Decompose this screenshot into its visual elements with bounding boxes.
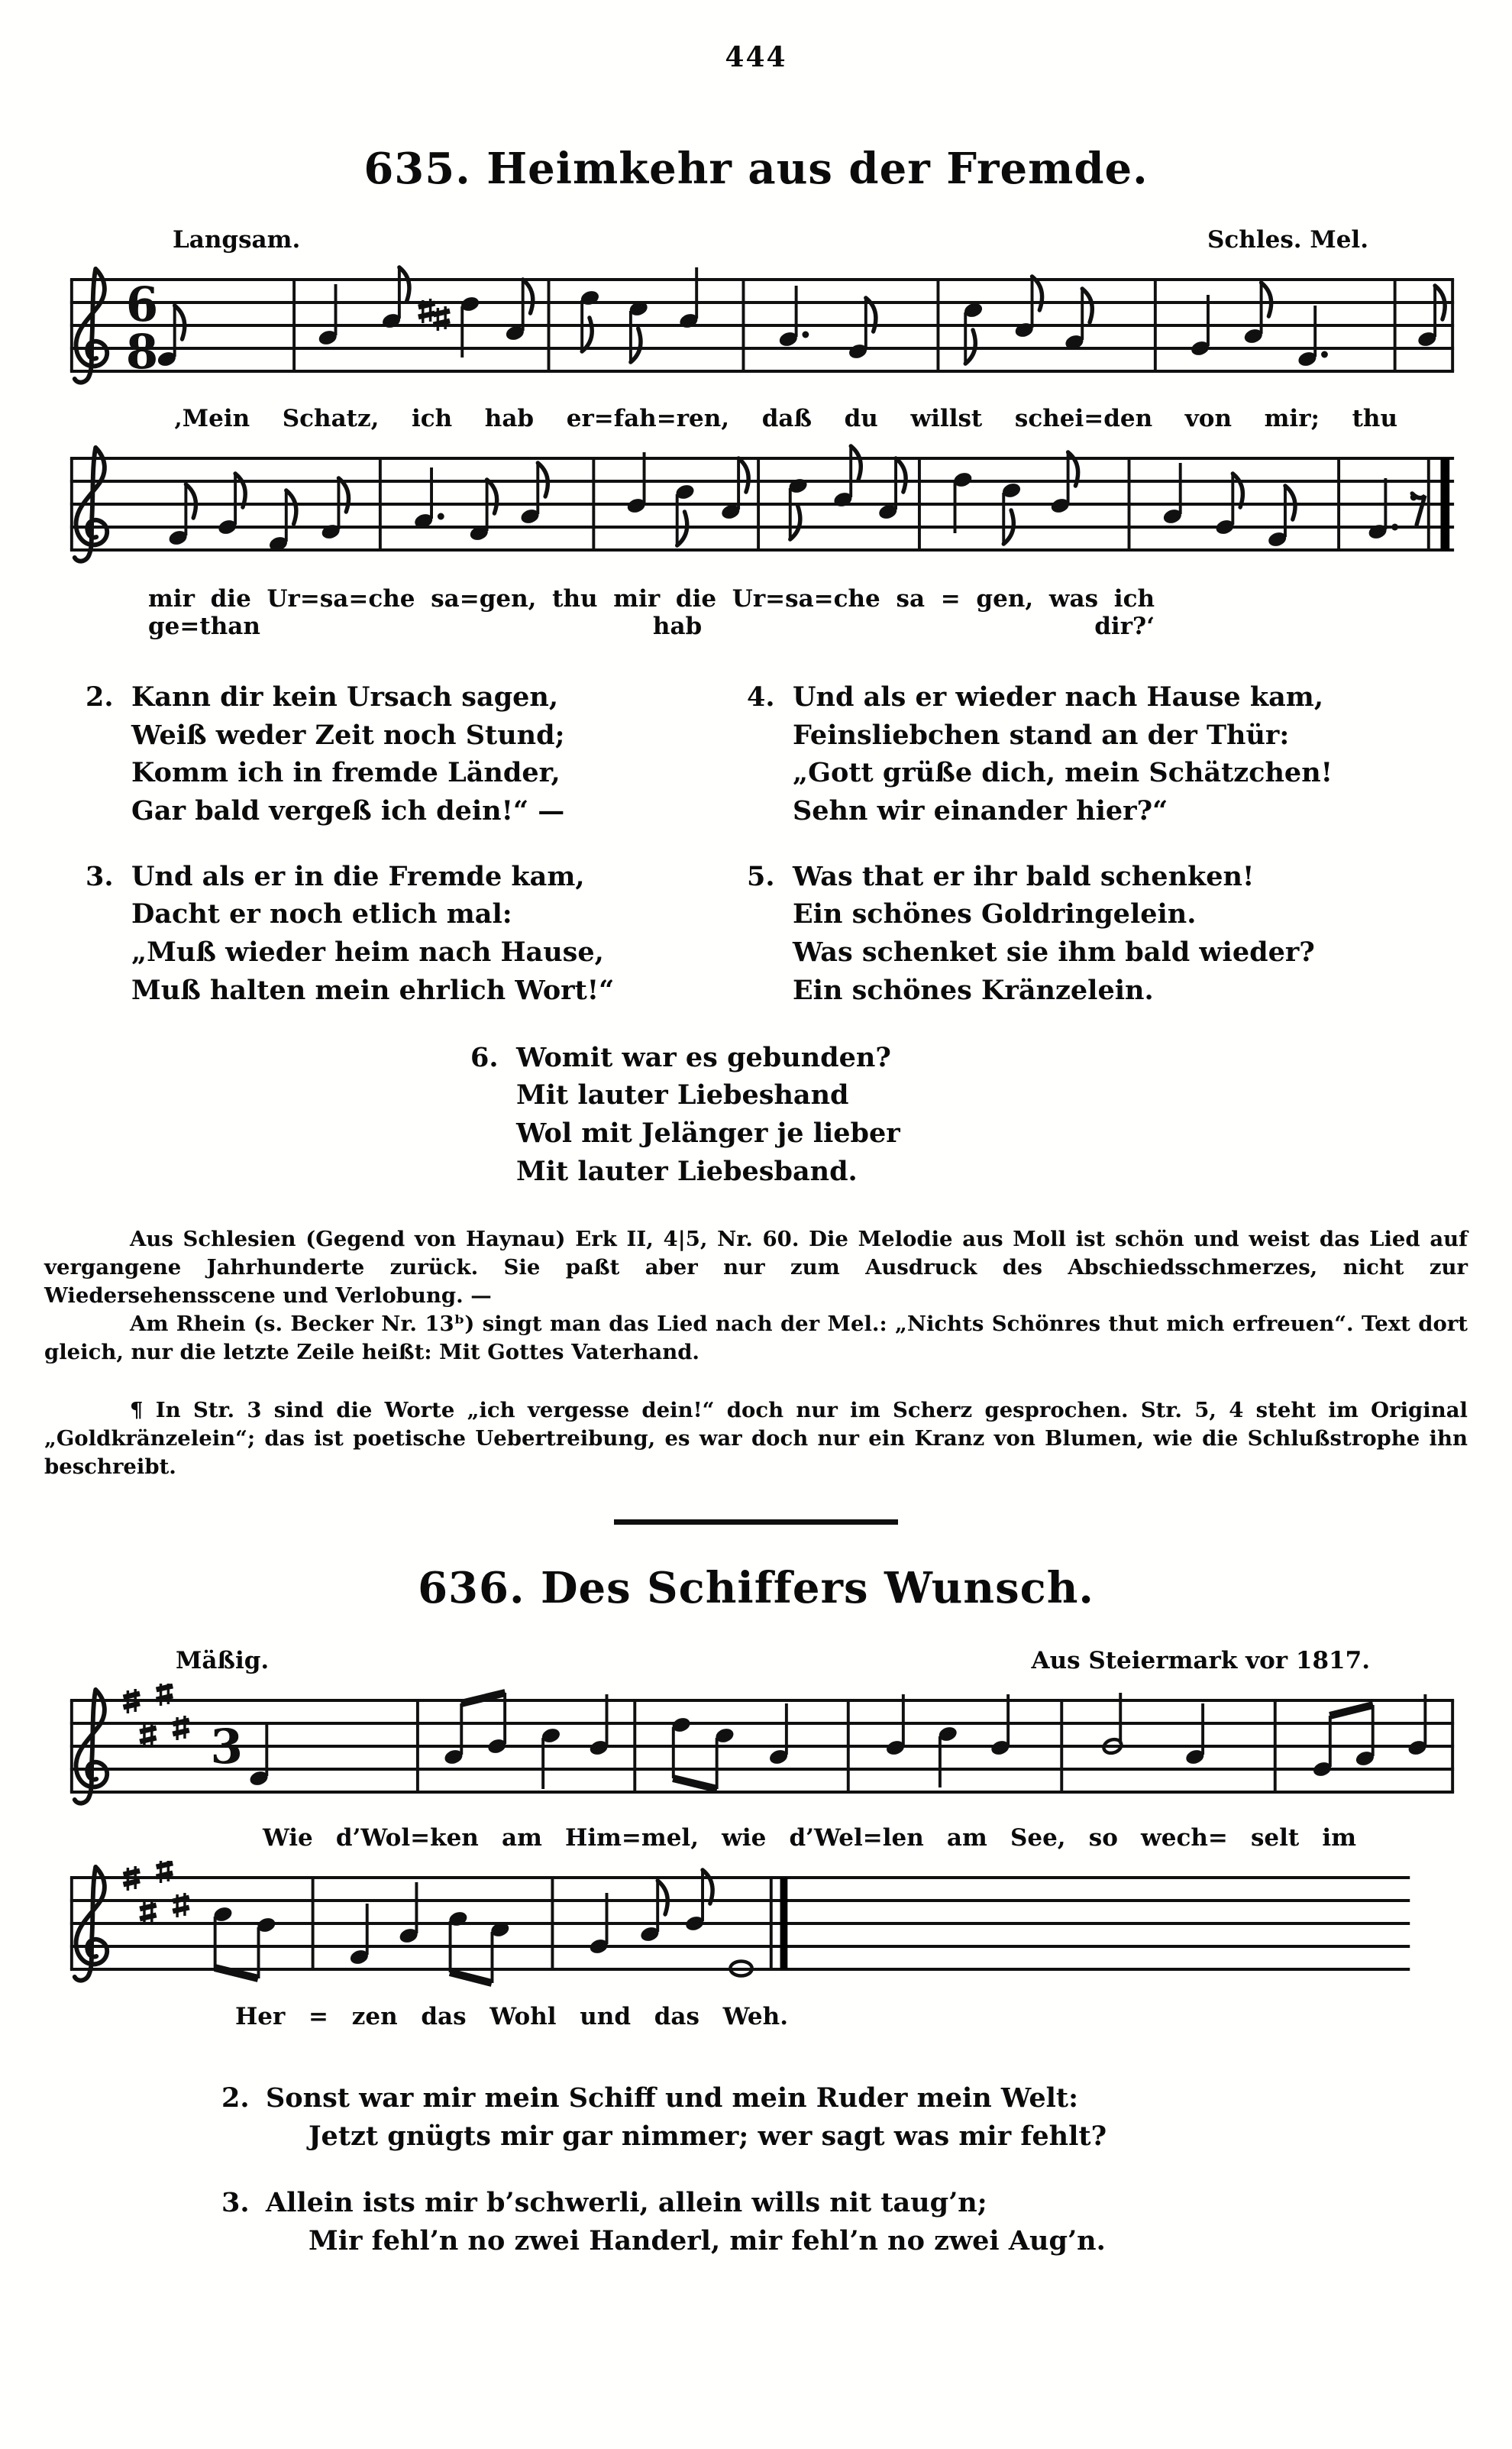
- song-636-tempo-row: [176, 1647, 1370, 1674]
- music-notes: [248, 1693, 1428, 1789]
- verse-line: Jetzt gnügts mir gar nimmer; wer sagt was mir fehlt?: [309, 2120, 1107, 2152]
- key-signature-sharps: [124, 1861, 189, 1925]
- verse-column-right: [747, 678, 1419, 1037]
- music-notes: [157, 267, 1446, 368]
- tempo-marking: Langsam.: [173, 226, 301, 254]
- time-signature-top: 6: [125, 277, 159, 333]
- staff-4-svg: [66, 1861, 1459, 1991]
- verse-line: Wol mit Jelänger je lieber: [516, 1117, 900, 1149]
- song-636-section: [0, 1563, 1512, 2260]
- lyric-line-2: mir die Ur=sa=che sa=gen, thu mir die Ur=sa=che sa = gen, was ich ge=than hab dir?‘: [148, 585, 1155, 640]
- song-635-title: 635. Heimkehr aus der Fremde.: [363, 144, 1149, 194]
- music-staff-1: [66, 263, 1459, 393]
- verse-line: Mir fehl’n no zwei Handerl, mir fehl’n no zwei Aug’n.: [309, 2225, 1106, 2257]
- time-signature-bottom: 8: [125, 324, 159, 380]
- key-signature-sharps: [124, 1684, 189, 1748]
- verse-line: Und als er wieder nach Hause kam,: [793, 681, 1324, 713]
- commentary-paragraph: Am Rhein (s. Becker Nr. 13ᵇ) singt man das Lied nach der Mel.: „Nichts Schönres thut mich erfreuen“. Text dort gleich, nur die letzte Zeile heißt: Mit Gottes Vaterhand.: [44, 1311, 1468, 1364]
- verse-line: Was that er ihr bald schenken!: [793, 860, 1255, 892]
- song-635-section: [0, 144, 1512, 1481]
- staff-1-svg: [66, 263, 1459, 393]
- section-divider: [614, 1519, 898, 1525]
- verse-line: Womit war es gebunden?: [516, 1041, 891, 1073]
- lyric-line-1: ‚Mein Schatz, ich hab er=fah=ren, daß du willst schei=den von mir; thu: [174, 405, 1397, 432]
- lyric-line-4: Her = zen das Wohl und das Weh.: [235, 2003, 788, 2030]
- verse-2: [221, 2079, 1512, 2155]
- verse-line: Weiß weder Zeit noch Stund;: [131, 719, 565, 751]
- verse-number: 5.: [747, 860, 775, 892]
- verse-line: Sehn wir einander hier?“: [793, 795, 1168, 827]
- verse-6-wrap: [470, 1039, 1512, 1191]
- tempo-marking: Mäßig.: [176, 1647, 270, 1674]
- verse-line: „Gott grüße dich, mein Schätzchen!: [793, 757, 1333, 789]
- verse-line: Gar bald vergeß ich dein!“ —: [131, 795, 565, 827]
- verse-5: [747, 858, 1419, 1010]
- commentary-paragraph: Aus Schlesien (Gegend von Haynau) Erk II, 4|5, Nr. 60. Die Melodie aus Moll ist schön und weist das Lied auf vergangene Jahrhunderte zurück. Sie paßt aber nur zum Ausdruck des Abschiedsschmerzes, nicht zur Wiedersehensscene und Verlobung. —: [44, 1227, 1468, 1308]
- commentary-block: [44, 1225, 1468, 1481]
- verse-number: 2.: [221, 2082, 250, 2114]
- verse-line: Allein ists mir b’schwerli, allein wills nit taug’n;: [266, 2187, 987, 2219]
- melody-source: Schles. Mel.: [1207, 226, 1368, 254]
- verse-line: Komm ich in fremde Länder,: [131, 757, 561, 789]
- staff-lines: [70, 280, 1454, 371]
- verse-line: Mit lauter Liebesband.: [516, 1155, 858, 1187]
- verse-line: Und als er in die Fremde kam,: [131, 860, 585, 892]
- verse-number: 4.: [747, 681, 775, 713]
- music-staff-2: [66, 442, 1459, 571]
- verse-number: 3.: [221, 2187, 250, 2219]
- verse-line: Ein schönes Goldringelein.: [793, 898, 1197, 930]
- verse-6: [470, 1039, 1512, 1191]
- verse-line: Feinsliebchen stand an der Thür:: [793, 719, 1290, 751]
- verse-line: Dacht er noch etlich mal:: [131, 898, 512, 930]
- verses-columns: [0, 678, 1512, 1037]
- verse-line: Was schenket sie ihm bald wieder?: [793, 937, 1315, 969]
- verse-line: Mit lauter Liebeshand: [516, 1079, 849, 1111]
- verse-column-left: [86, 678, 747, 1037]
- verse-4: [747, 678, 1419, 830]
- final-barline: [1440, 458, 1449, 550]
- verse-line: Kann dir kein Ursach sagen,: [131, 681, 559, 713]
- verse-3: [221, 2184, 1512, 2260]
- commentary-paragraph: ¶ In Str. 3 sind die Worte „ich vergesse dein!“ doch nur im Scherz gesprochen. Str. 5, 4 steht im Original „Goldkränzelein“; das ist poetische Uebertreibung, es war doch nur ein Kranz von Blumen, wie die Schlußstrophe ihn beschreibt.: [44, 1398, 1468, 1480]
- page-number: 444: [725, 41, 787, 73]
- verse-number: 2.: [86, 681, 114, 713]
- melody-source: Aus Steiermark vor 1817.: [1031, 1647, 1370, 1674]
- song-636-verses: [221, 2079, 1512, 2260]
- music-staff-4: [66, 1861, 1459, 1991]
- verse-line: Sonst war mir mein Schiff und mein Ruder mein Welt:: [266, 2082, 1078, 2114]
- staff-3-svg: [66, 1684, 1459, 1813]
- song-636-title: 636. Des Schiffers Wunsch.: [418, 1563, 1094, 1613]
- verse-number: 6.: [470, 1041, 499, 1073]
- staff-2-svg: [66, 442, 1459, 571]
- verse-number: 3.: [86, 860, 114, 892]
- verse-3: [86, 858, 747, 1010]
- lyric-line-3: Wie d’Wol=ken am Him=mel, wie d’Wel=len am See, so wech= selt im: [263, 1824, 1356, 1852]
- verse-line: Muß halten mein ehrlich Wort!“: [131, 974, 615, 1006]
- verse-2: [86, 678, 747, 830]
- time-signature: 3: [210, 1719, 243, 1775]
- music-notes: [167, 446, 1425, 553]
- verse-line: „Muß wieder heim nach Hause,: [131, 937, 604, 969]
- music-staff-3: [66, 1684, 1459, 1813]
- final-barline: [780, 1878, 788, 1969]
- staff-lines: [70, 1700, 1454, 1792]
- music-notes: [212, 1870, 752, 1983]
- song-635-tempo-row: [173, 226, 1368, 254]
- verse-line: Ein schönes Kränzelein.: [793, 974, 1154, 1006]
- staff-lines: [70, 458, 1454, 550]
